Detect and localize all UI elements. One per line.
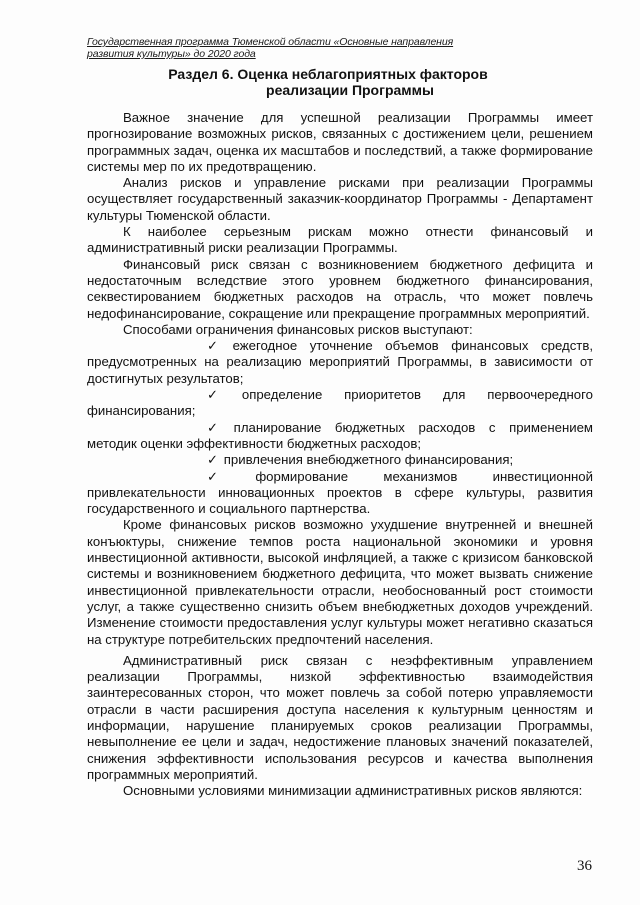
checkmark-icon: ✓ <box>207 419 219 435</box>
bullet-text: привлечения внебюджетного финансирования; <box>223 452 514 468</box>
checkmark-icon: ✓ <box>207 468 219 484</box>
bullet-text: формирование механизмов инвестиционной привлекательности инновационных проектов в сфере культуры, развития государственного и социального партнерства. <box>87 468 593 517</box>
paragraph: Важное значение для успешной реализации Программы имеет прогнозирование возможных рисков, связанных с достижением цели, решением программных задач, оценка их масштабов и последствий, а также формирование системы мер по их предотвращению. <box>87 110 593 174</box>
running-header <box>87 36 454 60</box>
paragraph: Кроме финансовых рисков возможно ухудшение внутренней и внешней конъюктуры, снижение темпов роста национальной экономики и уровня инвестиционной активности, высокой инфляцией, а также с кризисом банковской системы и возникновением бюджетного дефицита, что может вызвать снижение инвестиционной привлекательности отрасли, необоснованный рост стоимости услуг, а также существенно снизить объем внебюджетных доходов учреждений. Изменение стоимости предоставления услуг культуры может негативно сказаться на структуре потребительских предпочтений населения. <box>87 517 593 647</box>
bullet-text: определение приоритетов для первоочередного финансирования; <box>87 387 593 419</box>
bullet-item <box>87 338 593 387</box>
paragraph: Основными условиями минимизации административных рисков являются: <box>123 783 583 799</box>
bullet-item <box>87 469 593 518</box>
bullet-item <box>87 420 593 453</box>
checkmark-icon: ✓ <box>207 338 219 354</box>
section-title: Раздел 6. Оценка неблагоприятных факторов <box>168 66 488 82</box>
paragraph: Способами ограничения финансовых рисков выступают: <box>123 321 473 337</box>
paragraph: Анализ рисков и управление рисками при реализации Программы осуществляет государственный заказчик-координатор Программы - Департамент культуры Тюменской области. <box>87 175 593 223</box>
bullet-item <box>87 452 593 468</box>
running-header-line: развития культуры» до 2020 года <box>87 48 256 60</box>
section-title-continued: реализации Программы <box>266 82 434 98</box>
bullet-item <box>87 387 593 420</box>
body-text <box>87 110 593 799</box>
paragraph: К наиболее серьезным рискам можно отнести финансовый и административный риски реализации Программы. <box>87 224 593 256</box>
bullet-text: планирование бюджетных расходов с применением методик оценки эффективности бюджетных расходов; <box>87 419 593 451</box>
paragraph: Административный риск связан с неэффективным управлением реализации Программы, низкой эффективностью взаимодействия заинтересованных сторон, что может повлечь за собой потерю управляемости отрасли в части расширения доступа населения к культурным ценностям и информации, нарушение планируемых сроков реализации Программы, невыполнение ее цели и задач, недостижение плановых значений показателей, снижения эффективности использования ресурсов и качества выполнения программных мероприятий. <box>87 652 593 782</box>
checkmark-icon: ✓ <box>207 387 219 403</box>
bullet-text: ежегодное уточнение объемов финансовых средств, предусмотренных на реализацию мероприятий Программы, в зависимости от достигнутых результатов; <box>87 338 593 386</box>
running-header-line: Государственная программа Тюменской области «Основные направления <box>87 36 454 48</box>
paragraph: Финансовый риск связан с возникновением бюджетного дефицита и недостаточным вследствие этого уровнем бюджетного финансирования, секвестированием бюджетных расходов на отрасль, что может повлечь недофинансирование, сокращение или прекращение программных мероприятий. <box>87 256 593 321</box>
page-number: 36 <box>577 858 592 874</box>
checkmark-icon: ✓ <box>207 452 219 468</box>
